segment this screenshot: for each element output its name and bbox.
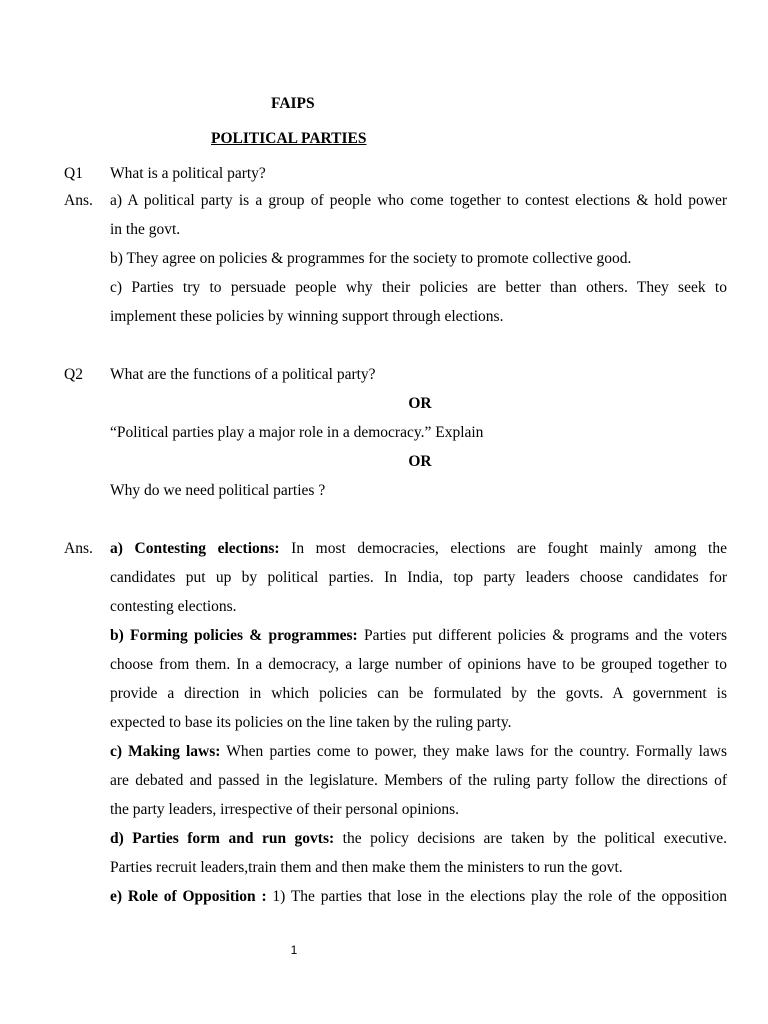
school-title: FAIPS (271, 95, 315, 112)
q2-question: What are the functions of a political party? (110, 366, 376, 383)
q2-alternate-2: Why do we need political parties ? (110, 482, 326, 499)
q2-answer-a-line1 (110, 539, 727, 559)
page-number: 1 (290, 943, 298, 957)
q1-answer-label: Ans. (64, 192, 93, 209)
q2-answer-a-heading: a) Contesting elections: (110, 540, 280, 557)
q2-answer-c-line3: the party leaders, irrespective of their personal opinions. (110, 801, 460, 818)
q2-answer-c-line1 (110, 742, 727, 762)
q2-answer-d-line2: Parties recruit leaders,train them and then make them the ministers to run the govt. (110, 859, 623, 876)
q1-answer-a-line2: in the govt. (110, 221, 181, 238)
q2-label: Q2 (64, 366, 83, 383)
q2-answer-b-line2: choose from them. In a democracy, a large number of opinions have to be grouped together to (110, 656, 727, 673)
q2-answer-b-line3: provide a direction in which policies can be formulated by the govts. A government is (110, 685, 727, 702)
q2-answer-d-line1 (110, 829, 727, 849)
q2-answer-d-heading: d) Parties form and run govts: (110, 830, 335, 847)
q2-answer-a-text: In most democracies, elections are fought mainly among the (279, 540, 727, 557)
q1-answer-b: b) They agree on policies & programmes for the society to promote collective good. (110, 250, 632, 267)
q2-answer-label: Ans. (64, 540, 93, 557)
q2-answer-c-heading: c) Making laws: (110, 743, 221, 760)
q2-answer-b-line1 (110, 626, 727, 646)
q1-answer-c-line1: c) Parties try to persuade people why their policies are better than others. They seek to (110, 279, 727, 296)
q2-answer-e-line1 (110, 887, 727, 907)
q2-answer-b-text: Parties put different policies & programs and the voters (357, 627, 727, 644)
chapter-title: POLITICAL PARTIES (211, 130, 367, 147)
q2-or-2: OR (408, 453, 432, 470)
q1-question: What is a political party? (110, 165, 266, 182)
q2-answer-a-line3: contesting elections. (110, 598, 237, 615)
q1-answer-a-line1: a) A political party is a group of people who come together to contest elections & hold power (110, 192, 727, 209)
q2-answer-b-heading: b) Forming policies & programmes: (110, 627, 358, 644)
q2-answer-b-line4: expected to base its policies on the line taken by the ruling party. (110, 714, 512, 731)
q2-answer-c-line2: are debated and passed in the legislature. Members of the ruling party follow the directions of (110, 772, 727, 789)
q2-answer-d-text: the policy decisions are taken by the political executive. (334, 830, 727, 847)
q2-alternate-1: “Political parties play a major role in a democracy.” Explain (110, 424, 484, 441)
q2-answer-a-line2: candidates put up by political parties. In India, top party leaders choose candidates for (110, 569, 727, 586)
q1-label: Q1 (64, 165, 83, 182)
q2-answer-e-heading: e) Role of Opposition : (110, 888, 267, 905)
q2-answer-e-text: 1) The parties that lose in the elections play the role of the opposition (266, 888, 728, 905)
q2-or-1: OR (408, 395, 432, 412)
q1-answer-c-line2: implement these policies by winning support through elections. (110, 308, 504, 325)
q2-answer-c-text: When parties come to power, they make laws for the country. Formally laws (220, 743, 727, 760)
